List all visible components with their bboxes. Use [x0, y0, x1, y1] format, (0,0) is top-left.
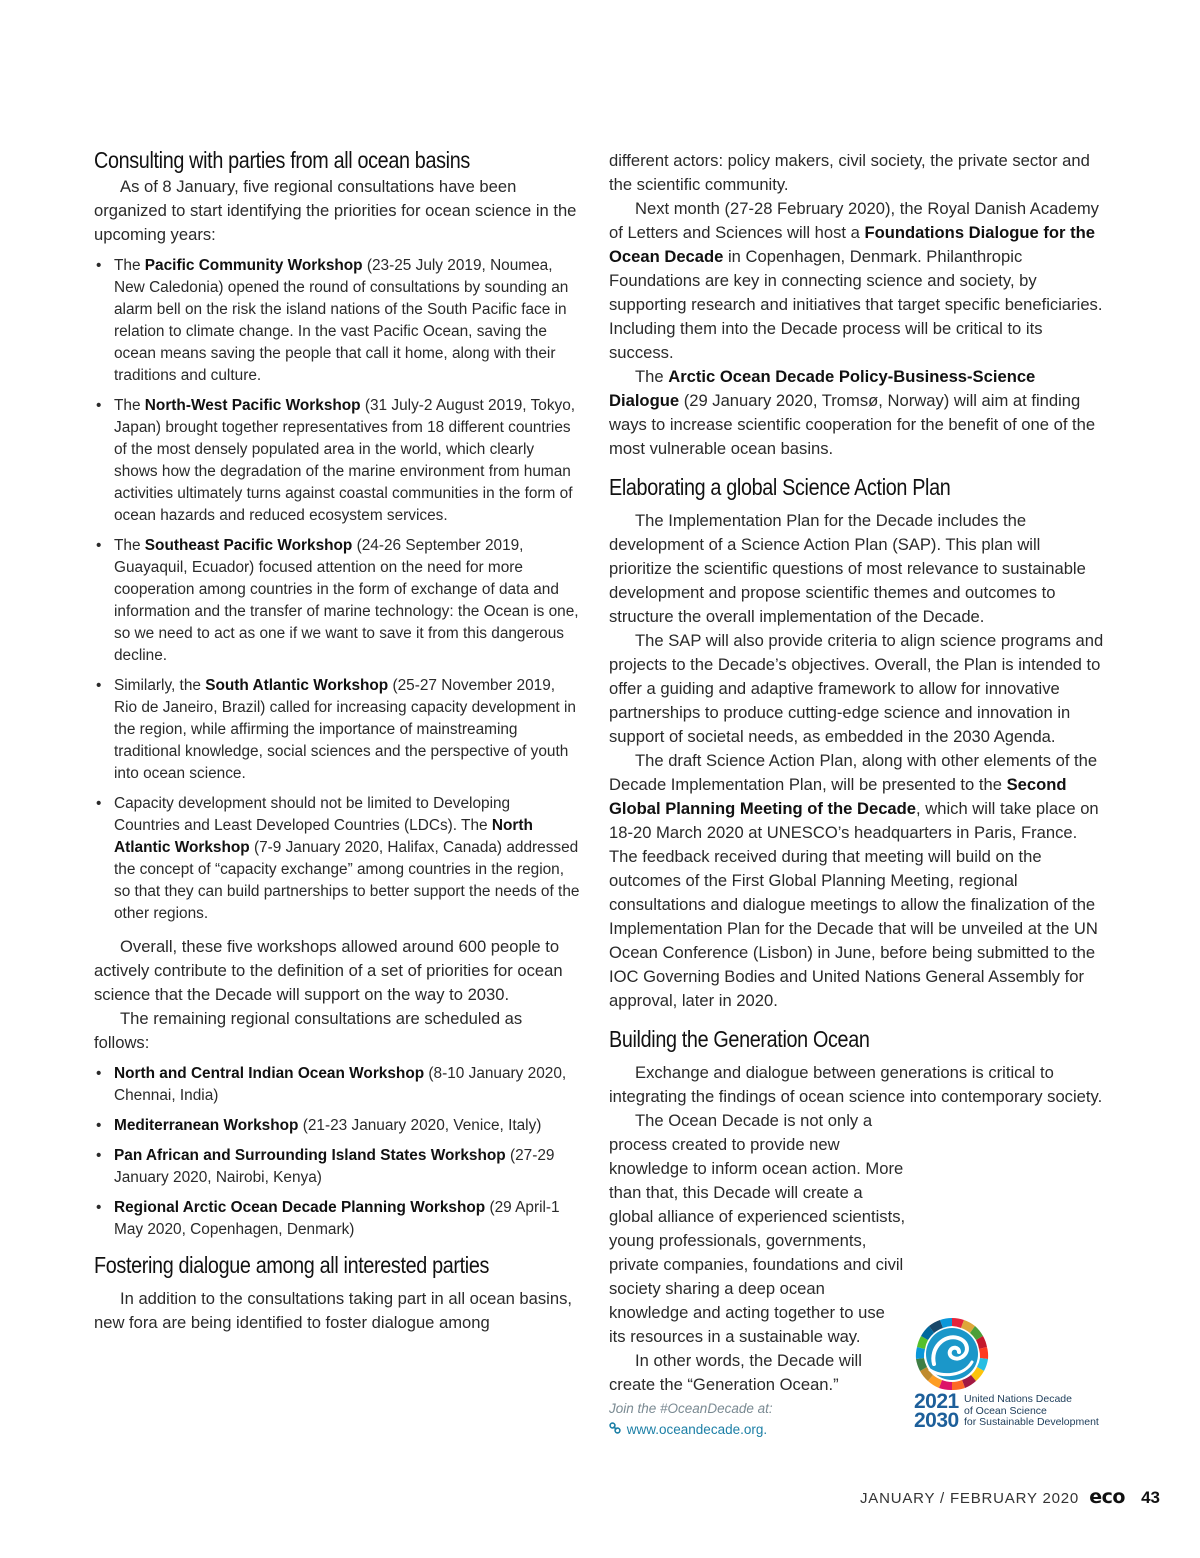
left-column	[94, 146, 580, 1335]
paragraph-fostering: In addition to the consultations taking part in all ocean basins, new fora are being identified to foster dialogue among	[94, 1289, 573, 1332]
issue-date: JANUARY / FEBRUARY 2020	[859, 1490, 1080, 1507]
list-item: • The Southeast Pacific Workshop (24-26 September 2019, Guayaquil, Ecuador) focused attention on the need for more cooperation among countries in the form of exchange of data and information and the transfer of marine technology: the Ocean is one, so we need to act as one if we want to save it from this dangerous decline.	[114, 535, 580, 667]
logo-text: United Nations Decade of Ocean Science for Sustainable Development	[964, 1393, 1099, 1428]
paragraph-draft: The draft Science Action Plan, along with other elements of the Decade Implementation Plan, will be presented to the Second Global Planning Meeting of the Decade, which will take place on 18-20 March 2020 at UNESCO’s headquarters in Paris, France. The feedback received during that meeting will build on the outcomes of the First Global Planning Meeting, regional consultations and dialogue meetings to allow the finalization of the Implementation Plan for the Decade that will be unveiled at the UN Ocean Conference (Lisbon) in June, before being submitted to the IOC Governing Bodies and United Nations General Assembly for approval, later in 2020.	[609, 751, 1099, 1010]
paragraph-generation-3: In other words, the Decade will create the “Generation Ocean.”	[609, 1351, 862, 1394]
heading-science-action-plan: Elaborating a global Science Action Plan	[609, 474, 951, 500]
paragraph-sap-1: The Implementation Plan for the Decade includes the development of a Science Action Plan (SAP). This plan will prioritize the scientific questions of most relevance to sustainable development and propose scientific themes and outcomes to structure the overall implementation of the Decade.	[609, 511, 1086, 626]
paragraph-intro: As of 8 January, five regional consultations have been organized to start identifying the priorities for ocean science in the upcoming years:	[94, 177, 577, 244]
paragraph-overall: Overall, these five workshops allowed around 600 people to actively contribute to the definition of a set of priorities for ocean science that the Decade will support on the way to 2030.	[94, 937, 563, 1004]
paragraph-generation-1: Exchange and dialogue between generations is critical to integrating the findings of ocean science into contemporary society.	[609, 1063, 1103, 1106]
heading-generation-ocean: Building the Generation Ocean	[609, 1026, 870, 1052]
list-item: • North and Central Indian Ocean Workshop (8-10 January 2020, Chennai, India)	[114, 1063, 580, 1107]
paragraph-foundations: Next month (27-28 February 2020), the Royal Danish Academy of Letters and Sciences will host a Foundations Dialogue for the Ocean Decade in Copenhagen, Denmark. Philanthropic Foundations are key in connecting science and society, by supporting research and initiatives that target specific beneficiaries. Including them into the Decade process will be critical to its success.	[609, 199, 1103, 362]
ocean-decade-emblem-icon	[914, 1316, 990, 1392]
ocean-decade-link[interactable]: www.oceandecade.org.	[626, 1422, 768, 1437]
consultations-list	[94, 255, 580, 925]
list-item: • The Pacific Community Workshop (23-25 July 2019, Noumea, New Caledonia) opened the round of consultations by sounding an alarm bell on the risk the island nations of the South Pacific face in relation to climate change. In the vast Pacific Ocean, saving the ocean means saving the people that call it home, along with their traditions and culture.	[114, 255, 580, 387]
list-item: • Regional Arctic Ocean Decade Planning Workshop (29 April-1 May 2020, Copenhagen, Denmark)	[114, 1197, 580, 1241]
heading-fostering: Fostering dialogue among all interested parties	[94, 1252, 490, 1278]
scheduled-list	[94, 1063, 580, 1241]
list-item: • Capacity development should not be limited to Developing Countries and Least Developed Countries (LDCs). The North Atlantic Workshop (7-9 January 2020, Halifax, Canada) addressed the concept of “capacity exchange” among countries in the region, so that they can build partnerships to better support the needs of the other regions.	[114, 793, 580, 925]
page-footer	[860, 1487, 1160, 1509]
join-callout	[609, 1398, 773, 1440]
page-number: 43	[1141, 1488, 1160, 1507]
paragraph-generation-2: The Ocean Decade is not only a process created to provide new knowledge to inform ocean action. More than that, this Decade will create a global alliance of experienced scientists, young professionals, governments, private companies, foundations and civil society sharing a deep ocean knowledge and acting together to use its resources in a sustainable way.	[609, 1111, 906, 1346]
logo-years: 2021 2030	[914, 1390, 959, 1432]
right-column	[609, 149, 1104, 1397]
paragraph-remaining: The remaining regional consultations are scheduled as follows:	[94, 1009, 523, 1052]
list-item: • The North-West Pacific Workshop (31 July-2 August 2019, Tokyo, Japan) brought together representatives from 18 different countries of the most densely populated area in the world, which clearly shows how the degradation of the marine environment from human activities ultimately turns against coastal communities in the form of ocean hazards and reduced ecosystem services.	[114, 395, 580, 527]
list-item: • Pan African and Surrounding Island States Workshop (27-29 January 2020, Nairobi, Kenya)	[114, 1145, 580, 1189]
join-label: Join the #OceanDecade at:	[609, 1401, 773, 1416]
list-item: • Mediterranean Workshop (21-23 January 2020, Venice, Italy)	[114, 1115, 580, 1137]
paragraph-continued: different actors: policy makers, civil society, the private sector and the scientific community.	[609, 151, 1090, 194]
magazine-brand: eco	[1089, 1486, 1125, 1508]
paragraph-arctic: The Arctic Ocean Decade Policy-Business-Science Dialogue (29 January 2020, Tromsø, Norway) will aim at finding ways to increase scientific cooperation for the benefit of one of the most vulnerable ocean basins.	[609, 367, 1096, 458]
list-item: • Similarly, the South Atlantic Workshop (25-27 November 2019, Rio de Janeiro, Brazil) called for increasing capacity development in the region, while affirming the importance of mainstreaming traditional knowledge, social sciences and the perspective of youth into ocean science.	[114, 675, 580, 785]
paragraph-sap-2: The SAP will also provide criteria to align science programs and projects to the Decade’s objectives. Overall, the Plan is intended to offer a guiding and adaptive framework to allow for innovative partnerships to produce cutting-edge science and innovation in support of societal needs, as embedded in the 2030 Agenda.	[609, 631, 1104, 746]
link-icon	[609, 1419, 623, 1440]
heading-consulting: Consulting with parties from all ocean basins	[94, 147, 470, 173]
ocean-decade-logo	[914, 1316, 1100, 1434]
